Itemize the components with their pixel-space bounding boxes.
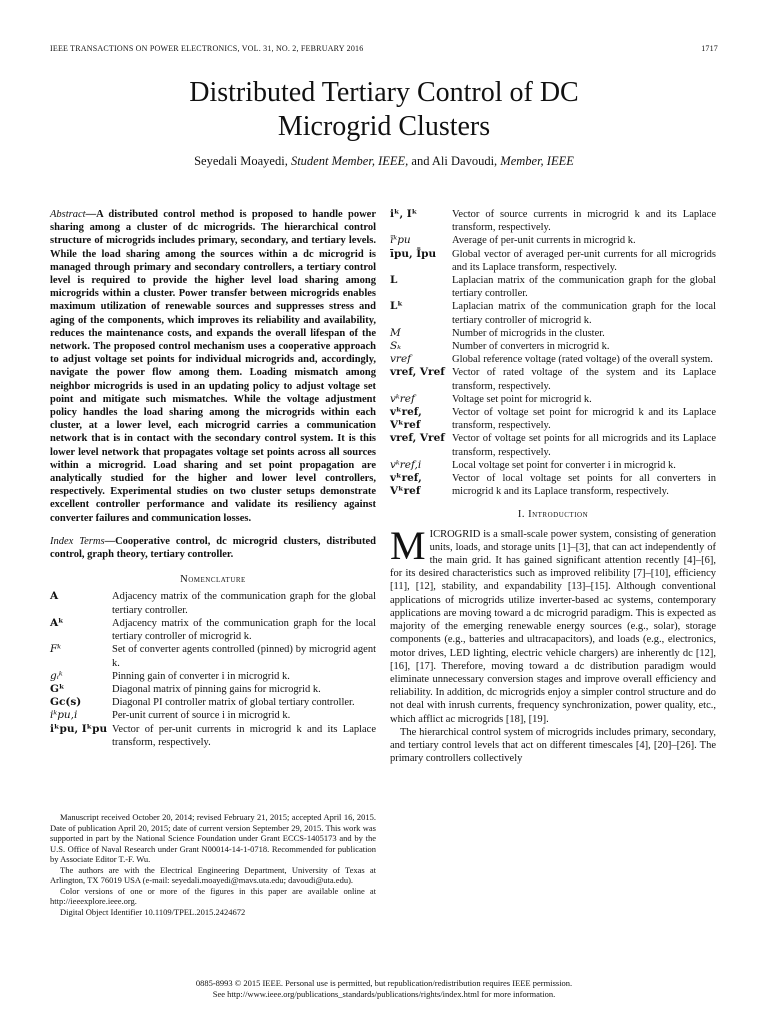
nomenclature-row bbox=[390, 472, 716, 498]
dropcap-letter: M bbox=[390, 522, 426, 568]
nomenclature-symbol: īᵏpu bbox=[390, 234, 411, 247]
nomenclature-symbol: Aᵏ bbox=[50, 616, 64, 629]
intro-paragraph-1-text: ICROGRID is a small-scale power system, consisting of generation units, loads, and storage units [1]–[3], that can act independently of the main grid. It has gained significant attention recently [4]–[6], for its desired characteristics such as improved relibility [7]–[10], efficiency [11], [12], stability, and expandability [13]–[15]. Although conventional applications of microgrids utilize inverter-based ac systems, contemporary applications are moving toward a dc microgrid paradigm. This is expected as majority of the emerging renewable energy sources (e.g., solar), storage components (e.g., batteries and ultracapacitors), and loads (e.g., electronics, motor drives, LED lighting, electric vehicle chargers) are inherently dc [12], [16], [17]. Therefore, moving toward a dc distribution paradigm would eliminate unnecessary conversion stages and improve overall efficiency and reliability. In addition, dc microgrids enjoy a simpler control structure and do not deal with inrush currents, frequency synchronization, power quality, etc., which afflict ac microgrids [18], [19]. bbox=[390, 528, 716, 725]
nomenclature-description: Vector of voltage set point for microgrid k and its Laplace transform, respectively. bbox=[452, 407, 716, 432]
nomenclature-row bbox=[390, 234, 716, 247]
nomenclature-description: Number of microgrids in the cluster. bbox=[452, 327, 605, 339]
nomenclature-description: Per-unit current of source i in microgrid k. bbox=[112, 710, 291, 722]
footnote-manuscript: Manuscript received October 20, 2014; revised February 21, 2015; accepted April 16, 2015. Date of publication April 20, 2015; date of current version September 29, 2015. This work was supported in part by the National Science Foundation under Grant ECCS-1405173 and by the U.S. Office of Naval Research under Grant N00014-14-1-0718. Recommended for publication by Associate Editor T.-F. Wu. bbox=[50, 812, 376, 864]
abstract bbox=[50, 208, 376, 525]
nomenclature-row bbox=[50, 683, 376, 696]
nomenclature-symbol: īpu, Īpu bbox=[390, 247, 437, 260]
nomenclature-description: Diagonal PI controller matrix of global tertiary controller. bbox=[112, 697, 355, 709]
nomenclature-symbol: L bbox=[390, 274, 398, 287]
footnotes bbox=[50, 812, 376, 917]
nomenclature-description: Adjacency matrix of the communication graph for the local tertiary controller of microgrid k. bbox=[112, 617, 376, 643]
nomenclature-description: Voltage set point for microgrid k. bbox=[452, 393, 592, 405]
nomenclature-description: Average of per-unit currents in microgrid k. bbox=[452, 235, 636, 247]
copyright-footer bbox=[0, 978, 768, 1000]
nomenclature-description: Pinning gain of converter i in microgrid k. bbox=[112, 670, 290, 682]
paper-title bbox=[0, 76, 768, 144]
nomenclature-description: Laplacian matrix of the communication graph for the global tertiary controller. bbox=[452, 275, 716, 300]
journal-name: IEEE TRANSACTIONS ON POWER ELECTRONICS, VOL. 31, NO. 2, FEBRUARY 2016 bbox=[50, 44, 364, 53]
nomenclature-row bbox=[390, 327, 716, 340]
nomenclature-symbol: vᵏref, Vᵏref bbox=[390, 406, 422, 432]
nomenclature-row bbox=[50, 590, 376, 616]
nomenclature-row bbox=[390, 459, 716, 472]
nomenclature-row bbox=[50, 643, 376, 669]
nomenclature-description: Number of converters in microgrid k. bbox=[452, 341, 610, 353]
authors-line bbox=[0, 154, 768, 169]
right-column bbox=[390, 208, 716, 765]
author-conj: and Ali Davoudi, bbox=[411, 154, 498, 168]
nomenclature-symbol: iᵏ, Iᵏ bbox=[390, 208, 418, 220]
nomenclature-row bbox=[50, 709, 376, 722]
nomenclature-description: Set of converter agents controlled (pinned) by microgrid agent k. bbox=[112, 644, 376, 669]
nomenclature-symbol: vref, Vref bbox=[390, 366, 445, 379]
footnote-affiliation: The authors are with the Electrical Engineering Department, University of Texas at Arlington, TX 76019 USA (e-mail: seyedali.moayedi@mavs.uta.edu; davoudi@uta.edu). bbox=[50, 864, 376, 885]
nomenclature-row bbox=[390, 353, 716, 366]
nomenclature-symbol: Sₖ bbox=[390, 340, 402, 353]
nomenclature-symbol: M bbox=[390, 326, 401, 339]
nomenclature-row bbox=[390, 248, 716, 274]
index-terms-label: Index Terms bbox=[50, 535, 105, 547]
nomenclature-row bbox=[390, 274, 716, 300]
nomenclature-symbol: iᵏpu,i bbox=[50, 709, 78, 722]
nomenclature-row bbox=[390, 393, 716, 406]
nomenclature-symbol: vref, Vref bbox=[390, 432, 445, 445]
title-line-2: Microgrid Clusters bbox=[277, 111, 491, 142]
nomenclature-symbol: Fᵏ bbox=[50, 643, 62, 656]
nomenclature-description: Global reference voltage (rated voltage) of the overall system. bbox=[452, 354, 713, 366]
nomenclature-description: Global vector of averaged per-unit currents for all microgrids and its Laplace transform, respectively. bbox=[452, 248, 716, 273]
introduction-body bbox=[390, 522, 716, 766]
nomenclature-description: Diagonal matrix of pinning gains for microgrid k. bbox=[112, 683, 321, 695]
index-terms bbox=[50, 535, 376, 561]
index-terms-text: —Cooperative control, dc microgrid clusters, distributed control, graph theory, tertiary controller. bbox=[50, 535, 376, 561]
nomenclature-description: Adjacency matrix of the communication graph for the global tertiary controller. bbox=[112, 591, 376, 616]
nomenclature-row bbox=[390, 208, 716, 234]
nomenclature-symbol: vref bbox=[390, 353, 412, 366]
nomenclature-list-right bbox=[390, 208, 716, 498]
nomenclature-description: Laplacian matrix of the communication graph for the local tertiary controller of microgrid k. bbox=[452, 301, 716, 326]
copyright-line-1: 0885-8993 © 2015 IEEE. Personal use is permitted, but republication/redistribution requires IEEE permission. bbox=[195, 978, 573, 988]
intro-paragraph-1 bbox=[390, 522, 716, 726]
nomenclature-symbol: A bbox=[50, 590, 59, 603]
nomenclature-row bbox=[50, 723, 376, 749]
left-column bbox=[50, 208, 376, 749]
nomenclature-symbol: vᵏref,i bbox=[390, 458, 422, 471]
nomenclature-symbol: vᵏref, Vᵏref bbox=[390, 472, 422, 498]
nomenclature-row bbox=[50, 670, 376, 683]
nomenclature-row bbox=[390, 300, 716, 326]
nomenclature-symbol: Gᵏ bbox=[50, 682, 65, 695]
title-line-1: Distributed Tertiary Control of DC bbox=[189, 77, 579, 108]
footnote-color: Color versions of one or more of the figures in this paper are available online at http://ieeexplore.ieee.org. bbox=[50, 885, 376, 906]
nomenclature-row bbox=[390, 432, 716, 458]
nomenclature-description: Vector of voltage set points for all microgrids and its Laplace transform, respectively. bbox=[452, 433, 716, 458]
section-title-introduction: I. Introduction bbox=[517, 509, 589, 521]
nomenclature-symbol: Lᵏ bbox=[390, 300, 403, 313]
abstract-label: Abstract bbox=[50, 209, 86, 220]
copyright-line-2: See http://www.ieee.org/publications_standards/publications/rights/index.html for more information. bbox=[212, 989, 556, 999]
nomenclature-description: Vector of local voltage set points for all converters in microgrid k and its Laplace transform, respectively. bbox=[452, 473, 716, 498]
author-1-role: Student Member, IEEE, bbox=[290, 154, 409, 168]
nomenclature-description: Vector of rated voltage of the system and its Laplace transform, respectively. bbox=[452, 367, 716, 392]
nomenclature-description: Vector of source currents in microgrid k and its Laplace transform, respectively. bbox=[452, 209, 716, 234]
nomenclature-symbol: vᵏref bbox=[390, 392, 415, 405]
nomenclature-row bbox=[50, 617, 376, 643]
nomenclature-description: Local voltage set point for converter i in microgrid k. bbox=[452, 459, 676, 471]
author-1: Seyedali Moayedi, bbox=[194, 154, 288, 168]
nomenclature-title: Nomenclature bbox=[180, 574, 246, 586]
nomenclature-row bbox=[390, 340, 716, 353]
nomenclature-symbol: iᵏpu, Iᵏpu bbox=[50, 722, 108, 735]
nomenclature-symbol: gᵢᵏ bbox=[50, 669, 63, 682]
nomenclature-row bbox=[390, 366, 716, 392]
author-2-role: Member, IEEE bbox=[500, 154, 574, 168]
nomenclature-list-left bbox=[50, 590, 376, 748]
nomenclature-symbol: Gc(s) bbox=[50, 696, 82, 709]
page-number: 1717 bbox=[701, 44, 718, 53]
abstract-text: —A distributed control method is proposed to handle power sharing among a cluster of dc microgrids. The hierarchical control structure of microgrids includes primary, secondary, and tertiary levels. While the load sharing among the sources within a dc microgrid is managed through primary and secondary controllers, a tertiary control level is required to provide the higher level load sharing among microgrids within a cluster. Power transfer between microgrids enables maximum utilization of renewable sources and suppresses stress and aging of the components, which improves its reliability and availability, reduces the maintenance costs, and expands the overall lifespan of the network. The proposed control mechanism uses a cooperative approach to adjust voltage set points for individual microgrids and, accordingly, navigate the power flow among them. Loading mismatch among neighbor microgrids is used in an updating policy to adjust voltage set point and mitigate such mismatches. While the voltage adjustment policy handles the load sharing among the microgrids within each cluster, at a lower level, each microgrid carries a communication network that is in contact with the secondary control system. It is this lower level network that propagates voltage set points across all sources within a microgrid. Load sharing and set point propagation are analytically studied for the higher and lower level controllers, respectively. Experimental studies on two cluster setups demonstrate excellent controller performance and validate its resiliency against converter failures and communication losses. bbox=[50, 209, 376, 524]
nomenclature-description: Vector of per-unit currents in microgrid k and its Laplace transform, respectively. bbox=[112, 723, 376, 748]
intro-paragraph-2: The hierarchical control system of microgrids includes primary, secondary, and tertiary control levels that act on different timescales [4], [20]–[26]. The primary controllers collectively bbox=[390, 726, 716, 765]
nomenclature-row bbox=[390, 406, 716, 432]
nomenclature-row bbox=[50, 696, 376, 709]
footnote-doi: Digital Object Identifier 10.1109/TPEL.2015.2424672 bbox=[60, 906, 246, 917]
